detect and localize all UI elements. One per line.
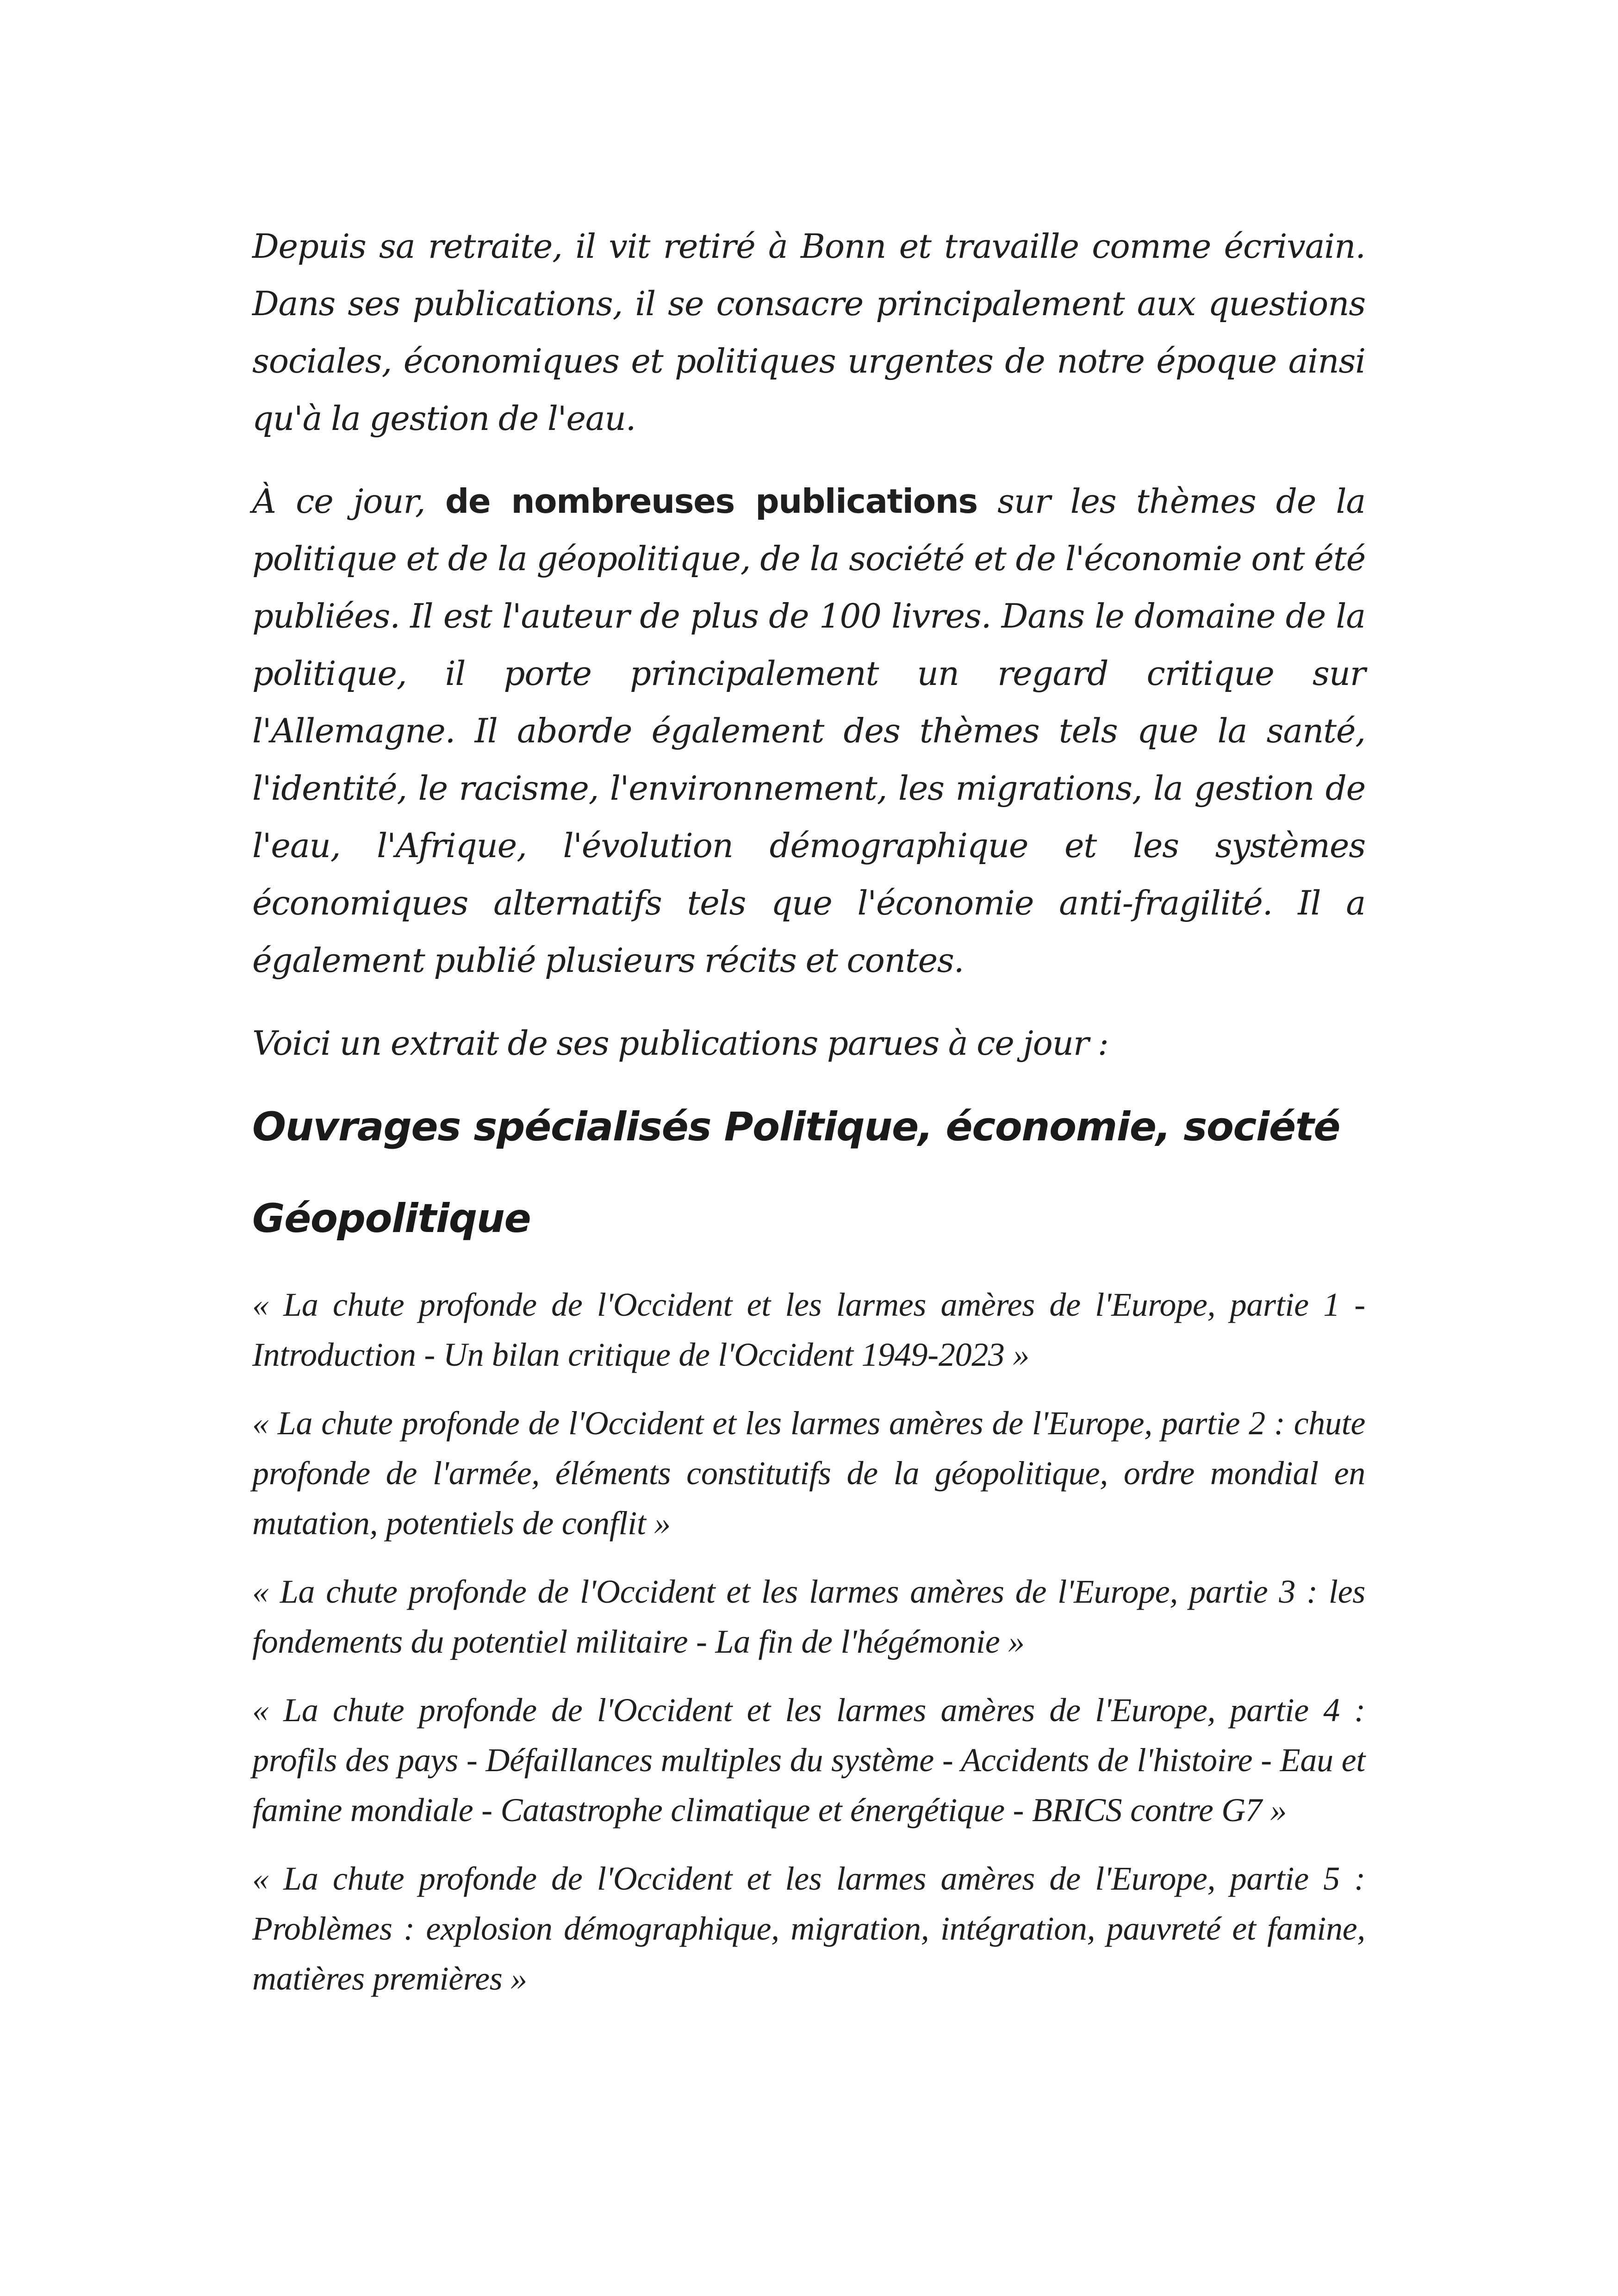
page-content	[252, 218, 1365, 2022]
publication-entry-4: « La chute profonde de l'Occident et les larmes amères de l'Europe, partie 4 : profils des pays - Défaillances multiples du système - Accidents de l'histoire - Eau et famine mondiale - Catastrophe climatique et énergétique - BRICS contre G7 »	[252, 1692, 1365, 1829]
publication-entry-2: « La chute profonde de l'Occident et les larmes amères de l'Europe, partie 2 : chute profonde de l'armée, éléments constitutifs de la géopolitique, ordre mondial en mutation, potentiels de conflit »	[252, 1405, 1365, 1542]
paragraph-publications-prefix: À ce jour,	[252, 482, 445, 521]
paragraph-publications	[252, 473, 1365, 989]
publication-entry-3: « La chute profonde de l'Occident et les larmes amères de l'Europe, partie 3 : les fondements du potentiel militaire - La fin de l'hégémonie »	[252, 1573, 1365, 1660]
publication-entry-5: « La chute profonde de l'Occident et les larmes amères de l'Europe, partie 5 : Problèmes : explosion démographique, migration, intégration, pauvreté et famine, matières premières »	[252, 1860, 1365, 1997]
publication-entry-1: « La chute profonde de l'Occident et les larmes amères de l'Europe, partie 1 - Introduction - Un bilan critique de l'Occident 1949-2023 »	[252, 1286, 1365, 1373]
paragraph-publications-emphasis: de nombreuses publications	[445, 482, 977, 521]
paragraph-retirement: Depuis sa retraite, il vit retiré à Bonn et travaille comme écrivain. Dans ses publications, il se consacre principalement aux questions sociales, économiques et politiques urgentes de notre époque ainsi qu'à la gestion de l'eau.	[252, 227, 1365, 438]
subsection-heading: Géopolitique	[252, 1195, 531, 1242]
section-heading: Ouvrages spécialisés Politique, économie, société	[252, 1104, 1340, 1150]
publication-list	[252, 1280, 1365, 2004]
paragraph-publications-suffix: sur les thèmes de la politique et de la géopolitique, de la société et de l'économie ont été publiées. Il est l'auteur de plus de 100 livres. Dans le domaine de la politique, il porte principalement un regard critique sur l'Allemagne. Il aborde également des thèmes tels que la santé, l'identité, le racisme, l'environnement, les migrations, la gestion de l'eau, l'Afrique, l'évolution démographique et les systèmes économiques alternatifs tels que l'économie anti-fragilité. Il a également publié plusieurs récits et contes.	[252, 482, 1366, 980]
paragraph-extract-intro: Voici un extrait de ses publications parues à ce jour :	[252, 1024, 1108, 1063]
